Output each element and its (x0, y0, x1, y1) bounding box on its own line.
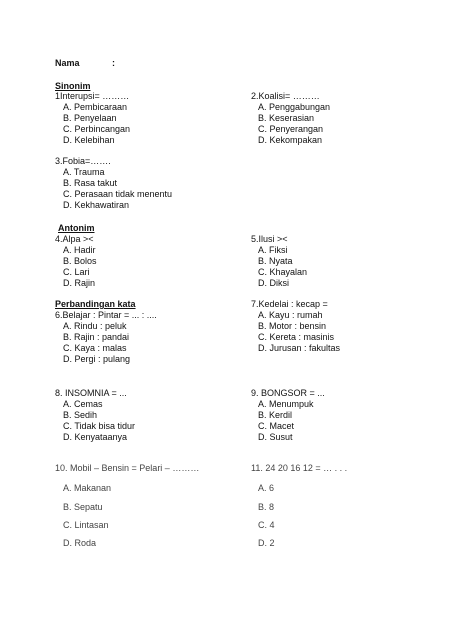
question-7-option-b: B. Motor : bensin (258, 321, 327, 331)
question-4-option-a: A. Hadir (63, 245, 96, 255)
question-1-text: 1Interupsi= ……… (55, 91, 130, 101)
question-9-option-c: C. Macet (258, 421, 295, 431)
question-6-option-c: C. Kaya : malas (63, 343, 127, 353)
question-11-text: 11. 24 20 16 12 = … . . . (251, 463, 348, 473)
question-9-option-a: A. Menumpuk (258, 399, 314, 409)
question-2-option-a: A. Penggabungan (258, 102, 331, 112)
question-7-option-d: D. Jurusan : fakultas (258, 343, 341, 353)
question-3-option-b: B. Rasa takut (63, 178, 118, 188)
question-8-option-a: A. Cemas (63, 399, 103, 409)
sinonim-heading: Sinonim (55, 81, 91, 91)
question-3-option-a: A. Trauma (63, 167, 105, 177)
question-3-option-d: D. Kekhawatiran (63, 200, 130, 210)
question-1-option-a: A. Pembicaraan (63, 102, 128, 112)
perbandingan-heading: Perbandingan kata (55, 299, 136, 309)
question-9-text: 9. BONGSOR = ... (251, 388, 325, 398)
question-5-option-b: B. Nyata (258, 256, 293, 266)
question-6-option-d: D. Pergi : pulang (63, 354, 131, 364)
question-6-text: 6.Belajar : Pintar = ... : .... (55, 310, 157, 320)
antonim-heading: Antonim (58, 223, 95, 233)
question-7-option-c: C. Kereta : masinis (258, 332, 335, 342)
question-4-text: 4.Alpa >< (55, 234, 94, 244)
question-4-option-b: B. Bolos (63, 256, 97, 266)
question-8-text: 8. INSOMNIA = ... (55, 388, 127, 398)
question-5-option-c: C. Khayalan (258, 267, 308, 277)
question-4-option-c: C. Lari (63, 267, 90, 277)
question-2-option-c: C. Penyerangan (258, 124, 324, 134)
question-6-option-a: A. Rindu : peluk (63, 321, 127, 331)
question-4-option-d: D. Rajin (63, 278, 96, 288)
question-5-text: 5.Ilusi >< (251, 234, 288, 244)
question-10-option-c: C. Lintasan (63, 520, 109, 530)
question-10-option-d: D. Roda (63, 538, 97, 548)
question-1-option-c: C. Perbincangan (63, 124, 131, 134)
question-8-option-d: D. Kenyataanya (63, 432, 128, 442)
question-3-option-c: C. Perasaan tidak menentu (63, 189, 173, 199)
nama-colon: : (112, 58, 115, 68)
question-1-option-d: D. Kelebihan (63, 135, 115, 145)
question-8-option-c: C. Tidak bisa tidur (63, 421, 136, 431)
question-11-option-d: D. 2 (258, 538, 275, 548)
question-5-option-d: D. Diksi (258, 278, 289, 288)
question-11-option-b: B. 8 (258, 502, 275, 512)
question-6-option-b: B. Rajin : pandai (63, 332, 130, 342)
question-11-option-c: C. 4 (258, 520, 275, 530)
question-2-option-b: B. Keserasian (258, 113, 315, 123)
question-11-option-a: A. 6 (258, 483, 275, 493)
question-1-option-b: B. Penyelaan (63, 113, 117, 123)
question-2-text: 2.Koalisi= ……… (251, 91, 320, 101)
question-5-option-a: A. Fiksi (258, 245, 288, 255)
question-7-text: 7.Kedelai : kecap = (251, 299, 328, 309)
question-2-option-d: D. Kekompakan (258, 135, 323, 145)
nama-label: Nama (55, 58, 80, 68)
question-10-text: 10. Mobil – Bensin = Pelari – ……… (55, 463, 200, 473)
question-3-text: 3.Fobia=……. (55, 156, 111, 166)
question-9-option-d: D. Susut (258, 432, 293, 442)
question-10-option-a: A. Makanan (63, 483, 112, 493)
question-10-option-b: B. Sepatu (63, 502, 103, 512)
question-9-option-b: B. Kerdil (258, 410, 293, 420)
question-8-option-b: B. Sedih (63, 410, 98, 420)
question-7-option-a: A. Kayu : rumah (258, 310, 323, 320)
